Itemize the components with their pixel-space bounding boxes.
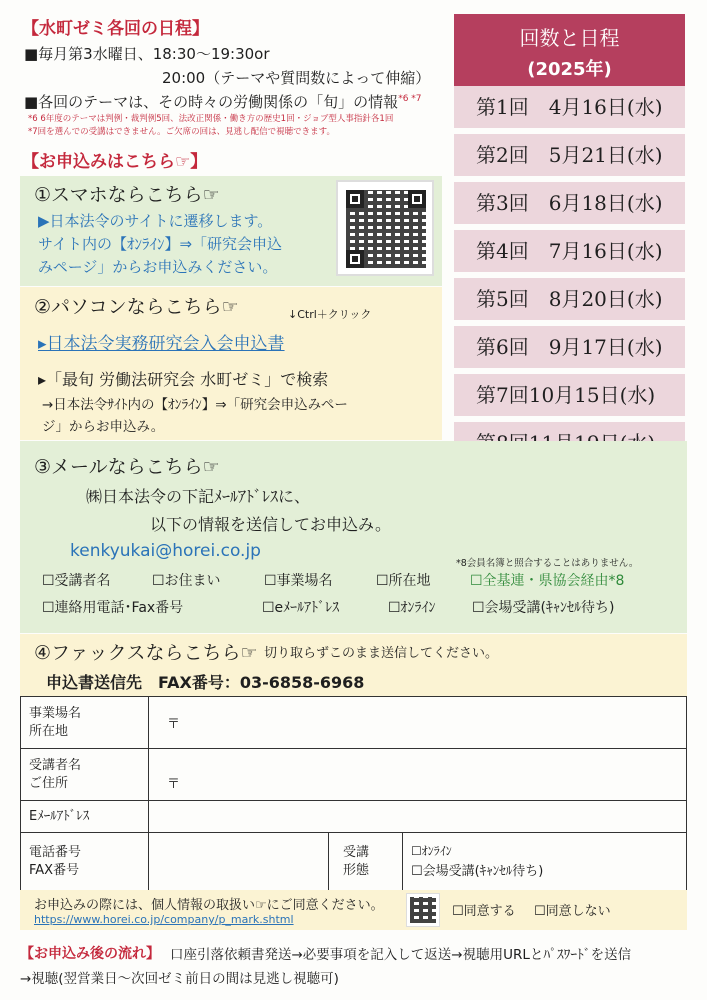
form-field-phone-fax[interactable] — [149, 833, 329, 891]
qr-code-icon[interactable] — [336, 180, 434, 276]
schedule-section-title: 【水町ゼミ各回の日程】 — [22, 19, 209, 39]
smartphone-title: ①スマホならこちら☞ — [34, 184, 220, 206]
form-label-attendance-mode: 受講 形態 — [329, 833, 403, 891]
privacy-disagree-checkbox[interactable]: ☐同意しない — [534, 904, 611, 919]
privacy-agree-checkbox[interactable]: ☐同意する — [452, 904, 516, 919]
form-label-company: 事業場名 所在地 — [21, 697, 149, 749]
flow-line-2: →視聴(翌営業日～次回ゼミ前日の間は見逃し視聴可) — [20, 971, 339, 987]
flow-label: 【お申込み後の流れ】 — [20, 946, 160, 962]
flow-line-1: 口座引落依頼書発送→必要事項を記入して返送→視聴用URLとﾊﾟｽﾜｰﾄﾞを送信 — [170, 947, 632, 963]
mail-item: ☐お住まい — [152, 573, 221, 589]
mail-line-2: 以下の情報を送信してお申込み。 — [150, 515, 391, 534]
schedule-time-line-2: 20:00（テーマや質問数によって伸縮） — [162, 69, 431, 87]
fax-note: 切り取らずこのまま送信してください。 — [264, 646, 499, 661]
mail-item: ☐連絡用電話･Fax番号 — [42, 600, 184, 616]
fax-title: ④ファックスならこちら☞ — [34, 642, 258, 664]
mail-title: ③メールならこちら☞ — [34, 456, 220, 478]
schedule-row: 第2回 5月21日(水) — [454, 134, 685, 176]
mail-item: ☐事業場名 — [264, 573, 333, 589]
search-instruction: ▸「最旬 労働法研究会 水町ゼミ」で検索 — [38, 370, 329, 389]
ctrl-click-hint: ↓Ctrl＋クリック — [288, 308, 372, 321]
apply-heading: 【お申込みはこちら☞】 — [22, 152, 208, 172]
theme-line — [24, 91, 422, 112]
schedule-header-title: 回数と日程 — [519, 26, 620, 50]
schedule-row: 第5回 8月20日(水) — [454, 278, 685, 320]
schedule-header-year: (2025年) — [527, 59, 612, 80]
form-field-company[interactable]: 〒 — [149, 697, 687, 749]
schedule-row: 第1回 4月16日(水) — [454, 86, 685, 128]
form-label-attendee: 受講者名 ご住所 — [21, 749, 149, 801]
mail-item: ☐ｵﾝﾗｲﾝ — [388, 600, 436, 616]
mail-item: ☐所在地 — [376, 573, 431, 589]
mail-item-federation: ☐全基連・県協会経由*8 — [470, 573, 625, 589]
smartphone-line-2: サイト内の【ｵﾝﾗｲﾝ】⇒「研究会申込 — [38, 235, 283, 253]
smartphone-line-1: ▶日本法令のサイトに遷移します。 — [38, 212, 273, 230]
footnote-8: *8会員名簿と照合することはありません。 — [456, 558, 639, 569]
schedule-row: 第7回10月15日(水) — [454, 374, 685, 416]
mail-item: ☐受講者名 — [42, 573, 111, 589]
privacy-policy-link[interactable]: https://www.horei.co.jp/company/p_mark.shtml — [34, 913, 294, 926]
mail-line-1: ㈱日本法令の下記ﾒｰﾙｱﾄﾞﾚｽに、 — [86, 487, 311, 506]
fax-application-form — [20, 696, 687, 891]
pc-title: ②パソコンならこちら☞ — [34, 296, 239, 318]
mail-item: ☐eﾒｰﾙｱﾄﾞﾚｽ — [262, 600, 340, 616]
form-field-attendee[interactable]: 〒 — [149, 749, 687, 801]
form-label-phone-fax: 電話番号 FAX番号 — [21, 833, 149, 891]
pc-site-line-1: →日本法令ｻｲﾄ内の【ｵﾝﾗｲﾝ】⇒「研究会申込みペー — [42, 397, 348, 413]
smartphone-line-3: みページ」からお申込みください。 — [38, 258, 278, 276]
pc-site-line-2: ジ」からお申込み。 — [42, 419, 165, 435]
form-label-email: Eﾒｰﾙｱﾄﾞﾚｽ — [21, 801, 149, 833]
application-form-link[interactable]: ▸日本法令実務研究会入会申込書 — [38, 334, 285, 354]
theme-text: ■各回のテーマは、その時々の労働関係の「旬」の情報 — [24, 93, 399, 111]
footnote-7: *7回を選んでの受講はできません。ご欠席の回は、見逃し配信で視聴できます。 — [28, 127, 335, 137]
mail-item: ☐会場受講(ｷｬﾝｾﾙ待ち) — [472, 600, 615, 616]
mail-address-link[interactable]: kenkyukai@horei.co.jp — [70, 541, 261, 561]
form-field-email[interactable] — [149, 801, 687, 833]
schedule-header — [454, 14, 685, 86]
privacy-qr-code-icon[interactable] — [406, 893, 440, 927]
form-field-attendance-mode[interactable]: ☐ｵﾝﾗｲﾝ ☐会場受講(ｷｬﾝｾﾙ待ち) — [403, 833, 687, 891]
privacy-text: お申込みの際には、個人情報の取扱い☞にご同意ください。 — [34, 898, 384, 913]
schedule-row: 第6回 9月17日(水) — [454, 326, 685, 368]
fax-destination: 申込書送信先 FAX番号：03-6858-6968 — [46, 673, 365, 692]
theme-footnote-mark: *6 *7 — [398, 94, 422, 104]
footnote-6: *6 6年度のテーマは判例・裁判例5回、法改正関係・働き方の歴史1回・ジョブ型人事指針各1回 — [28, 114, 394, 124]
schedule-time-line: ■毎月第3水曜日、18:30～19:30or — [24, 45, 270, 63]
schedule-row: 第3回 6月18日(水) — [454, 182, 685, 224]
schedule-row: 第4回 7月16日(水) — [454, 230, 685, 272]
